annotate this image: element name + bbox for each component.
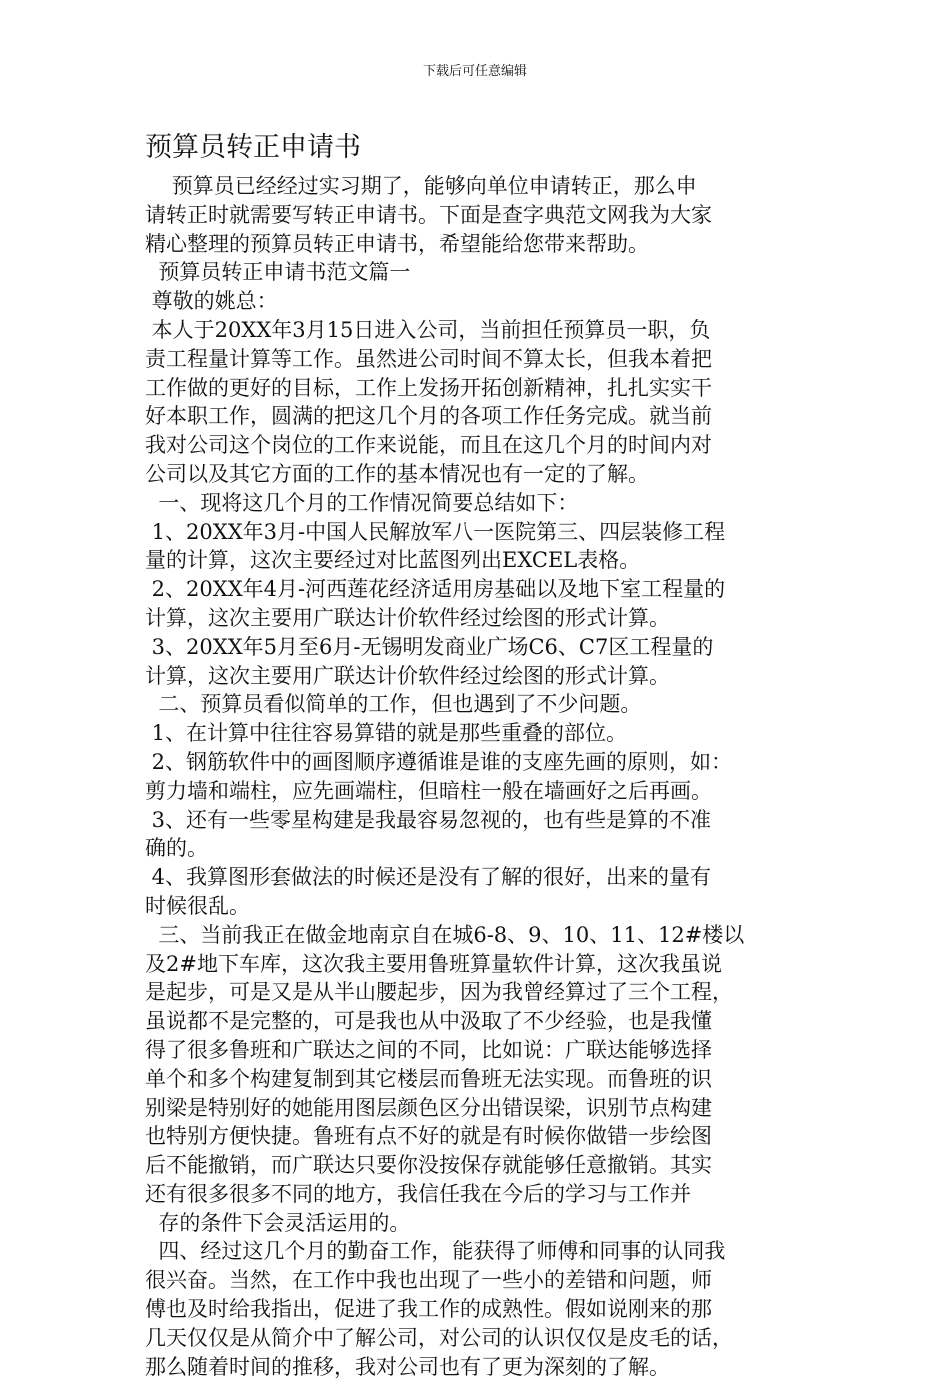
- text-line: 量的计算，这次主要经过对比蓝图列出EXCEL表格。: [145, 548, 641, 573]
- body-paragraph: [145, 1237, 815, 1381]
- text-line: 得了很多鲁班和广联达之间的不同，比如说：广联达能够选择: [145, 1037, 712, 1062]
- text-line: 2、钢筋软件中的画图顺序遵循谁是谁的支座先画的原则，如：: [145, 749, 733, 774]
- text-line: 工作做的更好的目标，工作上发扬开拓创新精神，扎扎实实干: [145, 375, 712, 400]
- text-line: 责工程量计算等工作。虽然进公司时间不算太长，但我本着把: [145, 346, 712, 371]
- text-line: 四、经过这几个月的勤奋工作，能获得了师傅和同事的认同我: [145, 1239, 726, 1264]
- body-paragraph: [145, 748, 815, 806]
- body-paragraph: [145, 863, 815, 921]
- body-paragraph: [145, 633, 815, 691]
- text-line: 三、当前我正在做金地南京自在城6-8、9、10、11、12#楼以: [145, 922, 745, 947]
- text-line: 还有很多很多不同的地方，我信任我在今后的学习与工作并: [145, 1181, 691, 1206]
- text-line: 精心整理的预算员转正申请书，希望能给您带来帮助。: [145, 231, 649, 256]
- text-line: 3、还有一些零星构建是我最容易忽视的，也有些是算的不准: [145, 807, 712, 832]
- text-line: 3、20XX年5月至6月-无锡明发商业广场C6、C7区工程量的: [145, 634, 714, 659]
- body-paragraph: [145, 806, 815, 864]
- text-line: 及2#地下车库，这次我主要用鲁班算量软件计算，这次我虽说: [145, 951, 722, 976]
- text-line: 请转正时就需要写转正申请书。下面是查字典范文网我为大家: [145, 202, 712, 227]
- text-line: 公司以及其它方面的工作的基本情况也有一定的了解。: [145, 461, 649, 486]
- text-line: 预算员已经经过实习期了，能够向单位申请转正，那么申: [145, 174, 697, 198]
- text-line: 2、20XX年4月-河西莲花经济适用房基础以及地下室工程量的: [145, 577, 726, 602]
- body-paragraph: [145, 258, 815, 287]
- body-paragraph: [145, 316, 815, 489]
- text-line: 剪力墙和端柱，应先画端柱，但暗柱一般在墙画好之后再画。: [145, 778, 712, 803]
- body-paragraph: [145, 719, 815, 748]
- body-paragraph: [145, 489, 815, 518]
- text-line: 我对公司这个岗位的工作来说能，而且在这几个月的时间内对: [145, 433, 712, 458]
- text-line: 一、现将这几个月的工作情况简要总结如下：: [145, 490, 579, 515]
- text-line: 二、预算员看似简单的工作，但也遇到了不少问题。: [145, 692, 642, 717]
- text-line: 很兴奋。当然，在工作中我也出现了一些小的差错和问题，师: [145, 1268, 712, 1293]
- text-line: 确的。: [145, 836, 208, 861]
- text-line: 别梁是特别好的她能用图层颜色区分出错误梁，识别节点构建: [145, 1095, 712, 1120]
- text-line: 1、20XX年3月-中国人民解放军八一医院第三、四层装修工程: [145, 519, 726, 544]
- document-title: 预算员转正申请书: [145, 132, 361, 163]
- text-line: 存的条件下会灵活运用的。: [145, 1210, 411, 1235]
- text-line: 计算，这次主要用广联达计价软件经过绘图的形式计算。: [145, 663, 670, 688]
- text-line: 好本职工作，圆满的把这几个月的各项工作任务完成。就当前: [145, 404, 712, 429]
- text-line: 1、在计算中往往容易算错的就是那些重叠的部位。: [145, 721, 628, 746]
- body-paragraph: [145, 690, 815, 719]
- text-line: 也特别方便快捷。鲁班有点不好的就是有时候你做错一步绘图: [145, 1124, 712, 1149]
- text-line: 傅也及时给我指出，促进了我工作的成熟性。假如说刚来的那: [145, 1297, 712, 1322]
- document-body: [145, 172, 815, 1381]
- text-line: 4、我算图形套做法的时候还是没有了解的很好，出来的量有: [145, 865, 712, 890]
- body-paragraph: [145, 575, 815, 633]
- text-line: 后不能撤销，而广联达只要你没按保存就能够任意撤销。其实: [145, 1153, 712, 1178]
- text-line: 尊敬的姚总：: [145, 289, 278, 314]
- text-line: 时候很乱。: [145, 893, 250, 918]
- text-line: 本人于20XX年3月15日进入公司，当前担任预算员一职，负: [145, 317, 711, 342]
- text-line: 虽说都不是完整的，可是我也从中汲取了不少经验，也是我懂: [145, 1009, 712, 1034]
- text-line: 那么随着时间的推移，我对公司也有了更为深刻的了解。: [145, 1354, 670, 1379]
- text-line: 预算员转正申请书范文篇一: [145, 260, 411, 285]
- page-header-note: 下载后可任意编辑: [422, 64, 527, 79]
- body-paragraph: [145, 518, 815, 576]
- body-paragraph: [145, 921, 815, 1238]
- body-paragraph: [145, 287, 815, 316]
- text-line: 单个和多个构建复制到其它楼层而鲁班无法实现。而鲁班的识: [145, 1066, 712, 1091]
- text-line: 是起步，可是又是从半山腰起步，因为我曾经算过了三个工程，: [145, 980, 733, 1005]
- text-line: 计算，这次主要用广联达计价软件经过绘图的形式计算。: [145, 605, 670, 630]
- text-line: 几天仅仅是从简介中了解公司，对公司的认识仅仅是皮毛的话，: [145, 1325, 733, 1350]
- body-paragraph: [145, 172, 815, 258]
